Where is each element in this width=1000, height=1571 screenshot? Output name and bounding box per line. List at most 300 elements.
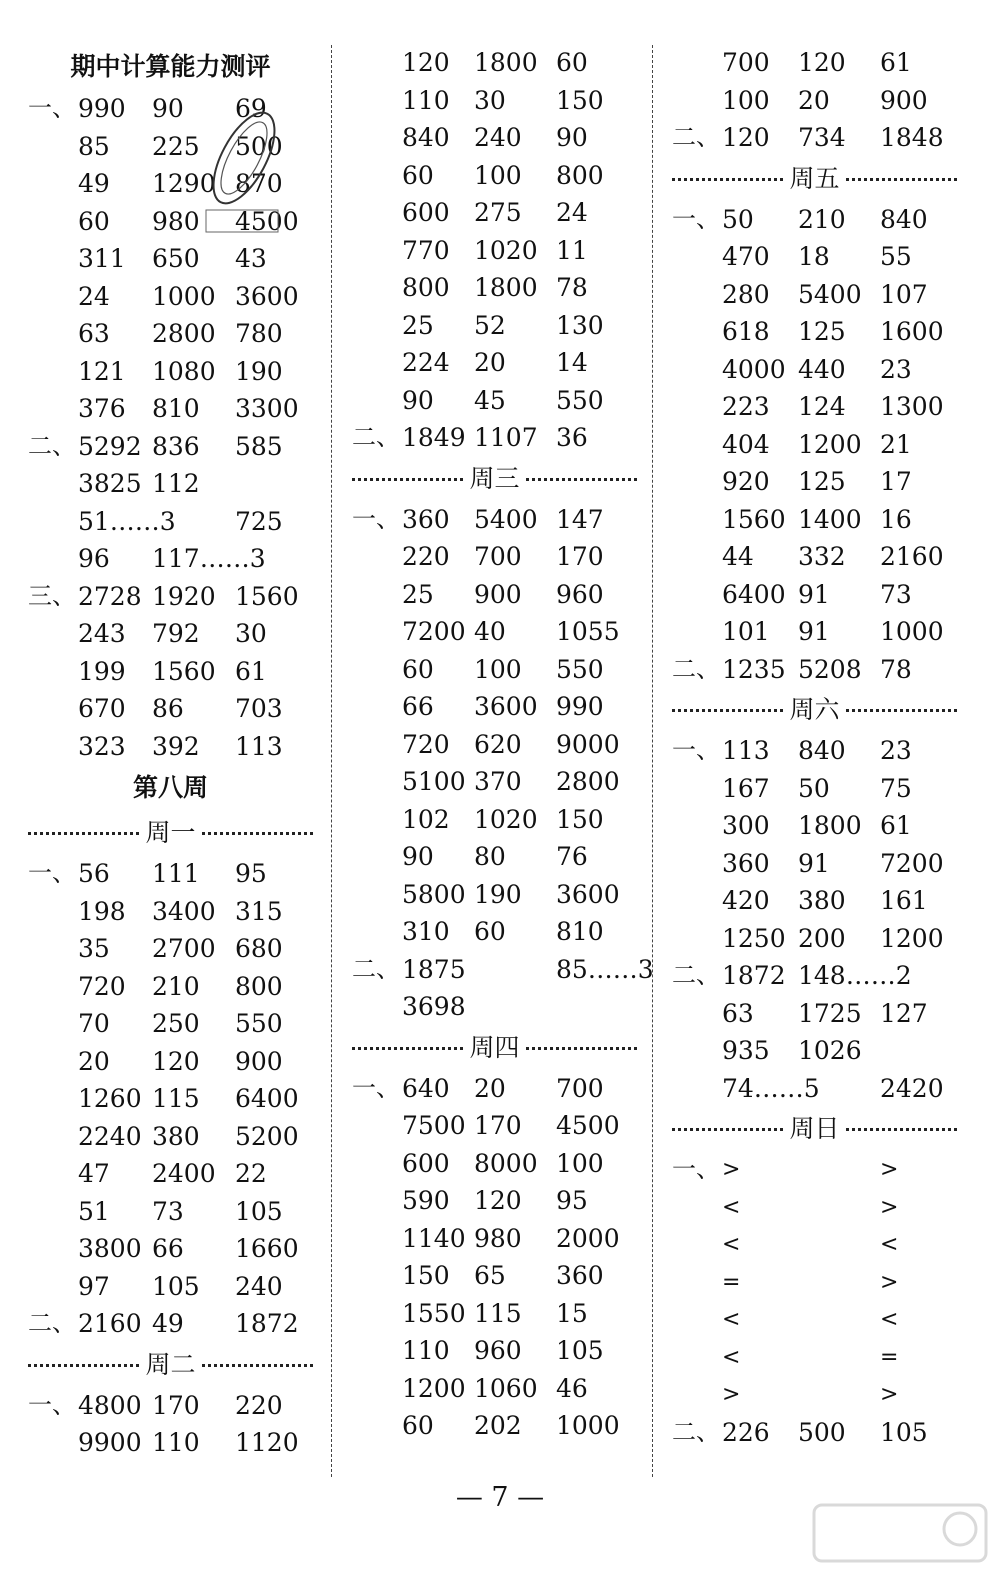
answer-value: 370 (474, 767, 522, 796)
answer-value: 70 (78, 1009, 110, 1038)
answer-value: 2160 (78, 1309, 142, 1338)
answer-value: 310 (402, 917, 450, 946)
question-label: 一、 (28, 94, 76, 122)
answer-value: 840 (402, 123, 450, 152)
answer-row (28, 278, 313, 316)
answer-value: 226 (722, 1417, 770, 1447)
question-label: 二、 (672, 961, 720, 989)
answer-row (352, 1295, 637, 1333)
answer-row (672, 501, 957, 539)
answer-value: 440 (798, 354, 846, 384)
answer-value: 1055 (556, 617, 620, 646)
answer-value: 100 (474, 654, 522, 684)
answer-row (352, 651, 637, 689)
day-header (672, 688, 957, 732)
answer-value: 110 (152, 1428, 200, 1457)
answer-value: 161 (880, 886, 928, 915)
answer-value: 198 (78, 896, 126, 926)
answer-value: 105 (152, 1271, 200, 1301)
answer-value: 500 (798, 1417, 846, 1447)
answer-value: 2400 (152, 1159, 216, 1188)
answer-value: 650 (152, 244, 200, 273)
day-label: 周二 (141, 1347, 199, 1383)
answer-value: 20 (798, 85, 830, 115)
question-label: 二、 (672, 654, 720, 683)
answer-value: 25 (402, 579, 434, 609)
question-label: 二、 (28, 431, 76, 460)
answer-value: 1560 (152, 656, 216, 686)
answer-value: 40 (474, 617, 506, 646)
answer-value: 1026 (798, 1036, 862, 1065)
answer-row (352, 307, 637, 345)
question-label: 二、 (352, 423, 400, 451)
answer-row (28, 1305, 313, 1343)
answer-value: 1235 (722, 654, 786, 684)
question-label: 一、 (28, 1390, 76, 1419)
answer-column-3 (672, 44, 957, 1451)
comparison-symbol: < (722, 1194, 741, 1220)
answer-value: 90 (556, 123, 588, 152)
answer-value: 120 (722, 123, 770, 152)
answer-row (28, 503, 313, 541)
answer-value: 60 (78, 206, 110, 236)
answer-value: 7200 (880, 848, 944, 878)
answer-value: 63 (78, 319, 110, 348)
answer-value: 280 (722, 279, 770, 309)
answer-row (672, 238, 957, 276)
answer-value: 770 (402, 235, 450, 265)
answer-value: 113 (235, 731, 283, 761)
answer-value: 170 (556, 542, 604, 571)
answer-row (672, 920, 957, 958)
answer-row (28, 930, 313, 968)
answer-row (352, 44, 637, 82)
answer-row (28, 728, 313, 766)
answer-row (28, 353, 313, 391)
answer-value: 1560 (722, 504, 786, 534)
answer-value: 1660 (235, 1234, 299, 1263)
answer-value: 55 (880, 242, 912, 271)
answer-value: 90 (152, 94, 184, 123)
answer-value: 380 (152, 1121, 200, 1151)
answer-value: 990 (78, 94, 126, 123)
answer-value: 223 (722, 392, 770, 421)
answer-value: 500 (235, 131, 283, 161)
answer-column-1 (28, 44, 313, 1462)
question-label: 一、 (672, 204, 720, 233)
answer-value: 1849 (402, 423, 466, 452)
day-header (672, 1107, 957, 1151)
answer-value: 1875 (402, 954, 466, 984)
answer-value: 6400 (235, 1084, 299, 1113)
answer-value: 900 (235, 1046, 283, 1076)
answer-value: 90 (402, 385, 434, 415)
answer-value: 66 (402, 692, 434, 721)
answer-value: 670 (78, 694, 126, 723)
answer-value: 550 (556, 654, 604, 684)
answer-value: 1060 (474, 1373, 538, 1403)
answer-value: 980 (152, 206, 200, 236)
answer-row (28, 653, 313, 691)
answer-value: 61 (880, 48, 912, 77)
answer-value: 78 (880, 654, 912, 684)
answer-value: 113 (722, 736, 770, 765)
answer-row (28, 855, 313, 893)
answer-row (352, 1407, 637, 1445)
answer-value: 1260 (78, 1084, 142, 1113)
answer-value: 91 (798, 848, 830, 878)
question-label: 一、 (672, 1155, 720, 1183)
answer-value: 75 (880, 773, 912, 803)
answer-value: 640 (402, 1073, 450, 1103)
answer-value: 4800 (78, 1390, 142, 1420)
question-label: 二、 (672, 123, 720, 151)
answer-row (672, 651, 957, 689)
answer-value: 1020 (474, 804, 538, 834)
comparison-symbol: > (880, 1382, 899, 1407)
answer-value: 5292 (78, 431, 142, 461)
answer-value: 1080 (152, 356, 216, 386)
answer-value: 1107 (474, 423, 538, 452)
answer-value: 200 (798, 923, 846, 953)
answer-value: 170 (474, 1111, 522, 1140)
answer-row (352, 82, 637, 120)
answer-value: 105 (880, 1417, 928, 1447)
answer-value: 225 (152, 131, 200, 161)
answer-value: 127 (880, 998, 928, 1028)
answer-value: 900 (880, 85, 928, 115)
answer-row (672, 957, 957, 995)
answer-value: 61 (235, 656, 267, 686)
question-label: 一、 (352, 1073, 400, 1102)
answer-value: 220 (402, 542, 450, 571)
answer-row (672, 1226, 957, 1264)
answer-value: 720 (402, 729, 450, 759)
answer-value: 147 (556, 504, 604, 534)
answer-row (672, 845, 957, 883)
day-header (28, 811, 313, 855)
comparison-symbol: < (722, 1307, 741, 1332)
answer-value: 315 (235, 896, 283, 926)
answer-value: 9900 (78, 1428, 142, 1457)
answer-row (352, 726, 637, 764)
answer-value: 1000 (880, 617, 944, 646)
answer-value: 49 (78, 169, 110, 198)
answer-row (28, 1005, 313, 1043)
answer-row (352, 576, 637, 614)
answer-value: 43 (235, 244, 267, 273)
answer-value: 1300 (880, 392, 944, 421)
answer-row (28, 1387, 313, 1425)
answer-value: 24 (78, 281, 110, 311)
watermark-logo (810, 1501, 990, 1565)
answer-value: 1200 (402, 1373, 466, 1403)
answer-value: 920 (722, 467, 770, 496)
column-divider (652, 45, 653, 1477)
question-label: 一、 (352, 504, 400, 533)
answer-row (352, 119, 637, 157)
answer-value: 3600 (235, 281, 299, 311)
answer-row (352, 269, 637, 307)
stamp-logo (196, 98, 286, 238)
answer-value: 61 (880, 811, 912, 840)
comparison-symbol: > (722, 1157, 741, 1182)
answer-row (28, 1193, 313, 1231)
answer-value: 110 (402, 1336, 450, 1365)
answer-value: 4500 (235, 206, 299, 236)
answer-value: 3300 (235, 394, 299, 423)
answer-row (352, 876, 637, 914)
answer-value: 240 (474, 123, 522, 152)
answer-value: 3400 (152, 896, 216, 926)
answer-value: 810 (556, 917, 604, 946)
answer-value: 360 (556, 1261, 604, 1290)
answer-value: 2800 (152, 319, 216, 348)
answer-value: 45 (474, 385, 506, 415)
answer-row (352, 988, 637, 1026)
answer-value: 380 (798, 886, 846, 915)
answer-value: 120 (474, 1186, 522, 1215)
answer-value: 5400 (798, 279, 862, 309)
comparison-symbol: < (722, 1344, 741, 1370)
day-label: 周一 (141, 815, 199, 851)
answer-value: 15 (556, 1298, 588, 1328)
answer-value: 470 (722, 242, 770, 271)
answer-value: 120 (402, 48, 450, 77)
answer-value: 100 (722, 85, 770, 115)
answer-value: 935 (722, 1036, 770, 1065)
answer-value: 2800 (556, 767, 620, 796)
answer-row (672, 1151, 957, 1189)
answer-value: 1725 (798, 998, 862, 1028)
answer-value: 14 (556, 348, 588, 377)
answer-row (672, 995, 957, 1033)
answer-value: 1800 (798, 811, 862, 840)
answer-value: 2000 (556, 1223, 620, 1253)
section-title: 期中计算能力测评 (70, 52, 271, 81)
answer-value: 585 (235, 431, 283, 461)
answer-value: 202 (474, 1411, 522, 1440)
answer-row (672, 388, 957, 426)
answer-value: 46 (556, 1373, 588, 1403)
answer-value: 5800 (402, 879, 466, 909)
day-header (352, 457, 637, 501)
answer-row (672, 1032, 957, 1070)
answer-value: 90 (402, 842, 434, 871)
answer-row (352, 501, 637, 539)
answer-value: 91 (798, 617, 830, 646)
answer-value: 2240 (78, 1121, 142, 1151)
answer-value: 5400 (474, 504, 538, 534)
comparison-symbol: > (880, 1157, 899, 1182)
answer-value: 220 (235, 1390, 283, 1420)
answer-row (352, 763, 637, 801)
answer-value: 323 (78, 731, 126, 761)
answer-value: 120 (152, 1046, 200, 1076)
answer-row (672, 82, 957, 120)
answer-value: 1600 (880, 317, 944, 346)
answer-row (352, 232, 637, 270)
day-header (28, 1343, 313, 1387)
answer-row (352, 1332, 637, 1370)
question-label: 二、 (672, 1417, 720, 1446)
answer-value: 96 (78, 544, 110, 573)
answer-value: 20 (78, 1046, 110, 1076)
answer-value: 703 (235, 694, 283, 723)
answer-value: 30 (474, 85, 506, 115)
page-number: — 7 — (455, 1482, 545, 1513)
comparison-symbol: > (722, 1382, 741, 1407)
answer-value: 51……3 (78, 506, 176, 536)
answer-value: 148……2 (798, 961, 912, 990)
answer-value: 73 (152, 1196, 184, 1226)
answer-value: 4000 (722, 354, 786, 384)
answer-row (672, 119, 957, 157)
answer-value: 1290 (152, 169, 216, 198)
section-title: 第八周 (132, 773, 208, 802)
comparison-symbol: = (722, 1269, 741, 1295)
answer-row (28, 690, 313, 728)
answer-row (672, 1376, 957, 1414)
answer-value: 125 (798, 317, 846, 346)
answer-value: 210 (152, 971, 200, 1001)
answer-value: 792 (152, 619, 200, 648)
answer-value: 150 (402, 1261, 450, 1290)
answer-value: 8000 (474, 1148, 538, 1178)
answer-row (672, 201, 957, 239)
answer-row (672, 1414, 957, 1452)
answer-row (352, 913, 637, 951)
answer-value: 91 (798, 579, 830, 609)
question-label: 三、 (28, 581, 76, 610)
answer-value: 73 (880, 579, 912, 609)
answer-row (28, 615, 313, 653)
question-label: 一、 (672, 736, 720, 764)
answer-value: 30 (235, 619, 267, 648)
question-label: 二、 (352, 954, 400, 983)
answer-row (28, 968, 313, 1006)
answer-value: 18 (798, 242, 830, 271)
answer-row (28, 1230, 313, 1268)
answer-row (672, 276, 957, 314)
answer-value: 11 (556, 235, 588, 265)
answer-value: 700 (722, 48, 770, 77)
answer-row (352, 1370, 637, 1408)
answer-value: 121 (78, 356, 126, 386)
answer-value: 125 (798, 467, 846, 496)
answer-row (672, 882, 957, 920)
answer-value: 1872 (722, 961, 786, 990)
answer-value: 980 (474, 1223, 522, 1253)
answer-value: 840 (798, 736, 846, 765)
column-divider (331, 45, 332, 1477)
answer-value: 210 (798, 204, 846, 234)
answer-value: 311 (78, 244, 126, 273)
answer-value: 620 (474, 729, 522, 759)
answer-value: 800 (402, 273, 450, 302)
day-label: 周五 (785, 161, 843, 197)
answer-value: 16 (880, 504, 912, 534)
answer-row (28, 1268, 313, 1306)
day-label: 周日 (785, 1111, 843, 1147)
answer-value: 24 (556, 198, 588, 227)
answer-value: 115 (474, 1298, 522, 1328)
answer-value: 112 (152, 469, 200, 498)
answer-value: 190 (235, 356, 283, 386)
answer-value: 56 (78, 859, 110, 888)
answer-value: 1872 (235, 1309, 299, 1338)
answer-value: 60 (402, 160, 434, 190)
answer-row (352, 538, 637, 576)
answer-row (28, 578, 313, 616)
answer-row (352, 157, 637, 195)
answer-value: 1000 (152, 281, 216, 311)
question-label: 一、 (28, 859, 76, 887)
day-label: 周六 (785, 692, 843, 728)
answer-value: 1000 (556, 1411, 620, 1440)
answer-value: 800 (556, 160, 604, 190)
answer-value: 243 (78, 619, 126, 648)
answer-row (28, 1118, 313, 1156)
answer-value: 836 (152, 431, 200, 461)
answer-value: 720 (78, 971, 126, 1001)
answer-value: 105 (235, 1196, 283, 1226)
answer-value: 95 (556, 1186, 588, 1215)
comparison-symbol: < (722, 1232, 741, 1257)
answer-value: 1800 (474, 273, 538, 302)
answer-value: 102 (402, 804, 450, 834)
answer-value: 74……5 (722, 1073, 820, 1103)
day-header (352, 1026, 637, 1070)
answer-value: 17 (880, 467, 912, 496)
answer-value: 111 (152, 859, 200, 888)
answer-value: 51 (78, 1196, 110, 1226)
answer-row (352, 1182, 637, 1220)
answer-value: 60 (402, 654, 434, 684)
answer-value: 120 (798, 48, 846, 77)
answer-row (672, 576, 957, 614)
answer-value: 22 (235, 1159, 267, 1188)
answer-value: 7500 (402, 1111, 466, 1140)
answer-value: 5208 (798, 654, 862, 684)
answer-value: 47 (78, 1159, 110, 1188)
answer-value: 3698 (402, 992, 466, 1021)
comparison-symbol: < (880, 1232, 899, 1257)
answer-value: 52 (474, 310, 506, 340)
answer-value: 115 (152, 1084, 200, 1113)
answer-row (672, 1070, 957, 1108)
answer-value: 3800 (78, 1234, 142, 1263)
answer-value: 780 (235, 319, 283, 348)
answer-value: 60 (474, 917, 506, 946)
answer-row (352, 1257, 637, 1295)
answer-value: 2728 (78, 581, 142, 611)
answer-value: 1560 (235, 581, 299, 611)
answer-value: 1200 (880, 923, 944, 953)
answer-value: 1250 (722, 923, 786, 953)
answer-row (28, 315, 313, 353)
answer-value: 4500 (556, 1111, 620, 1140)
answer-value: 50 (798, 773, 830, 803)
answer-value: 60 (556, 48, 588, 77)
answer-row (28, 540, 313, 578)
answer-row (672, 426, 957, 464)
answer-value: 550 (556, 385, 604, 415)
answer-value: 1550 (402, 1298, 466, 1328)
answer-value: 66 (152, 1234, 184, 1263)
answer-value: 9000 (556, 729, 620, 759)
answer-value: 3600 (474, 692, 538, 721)
